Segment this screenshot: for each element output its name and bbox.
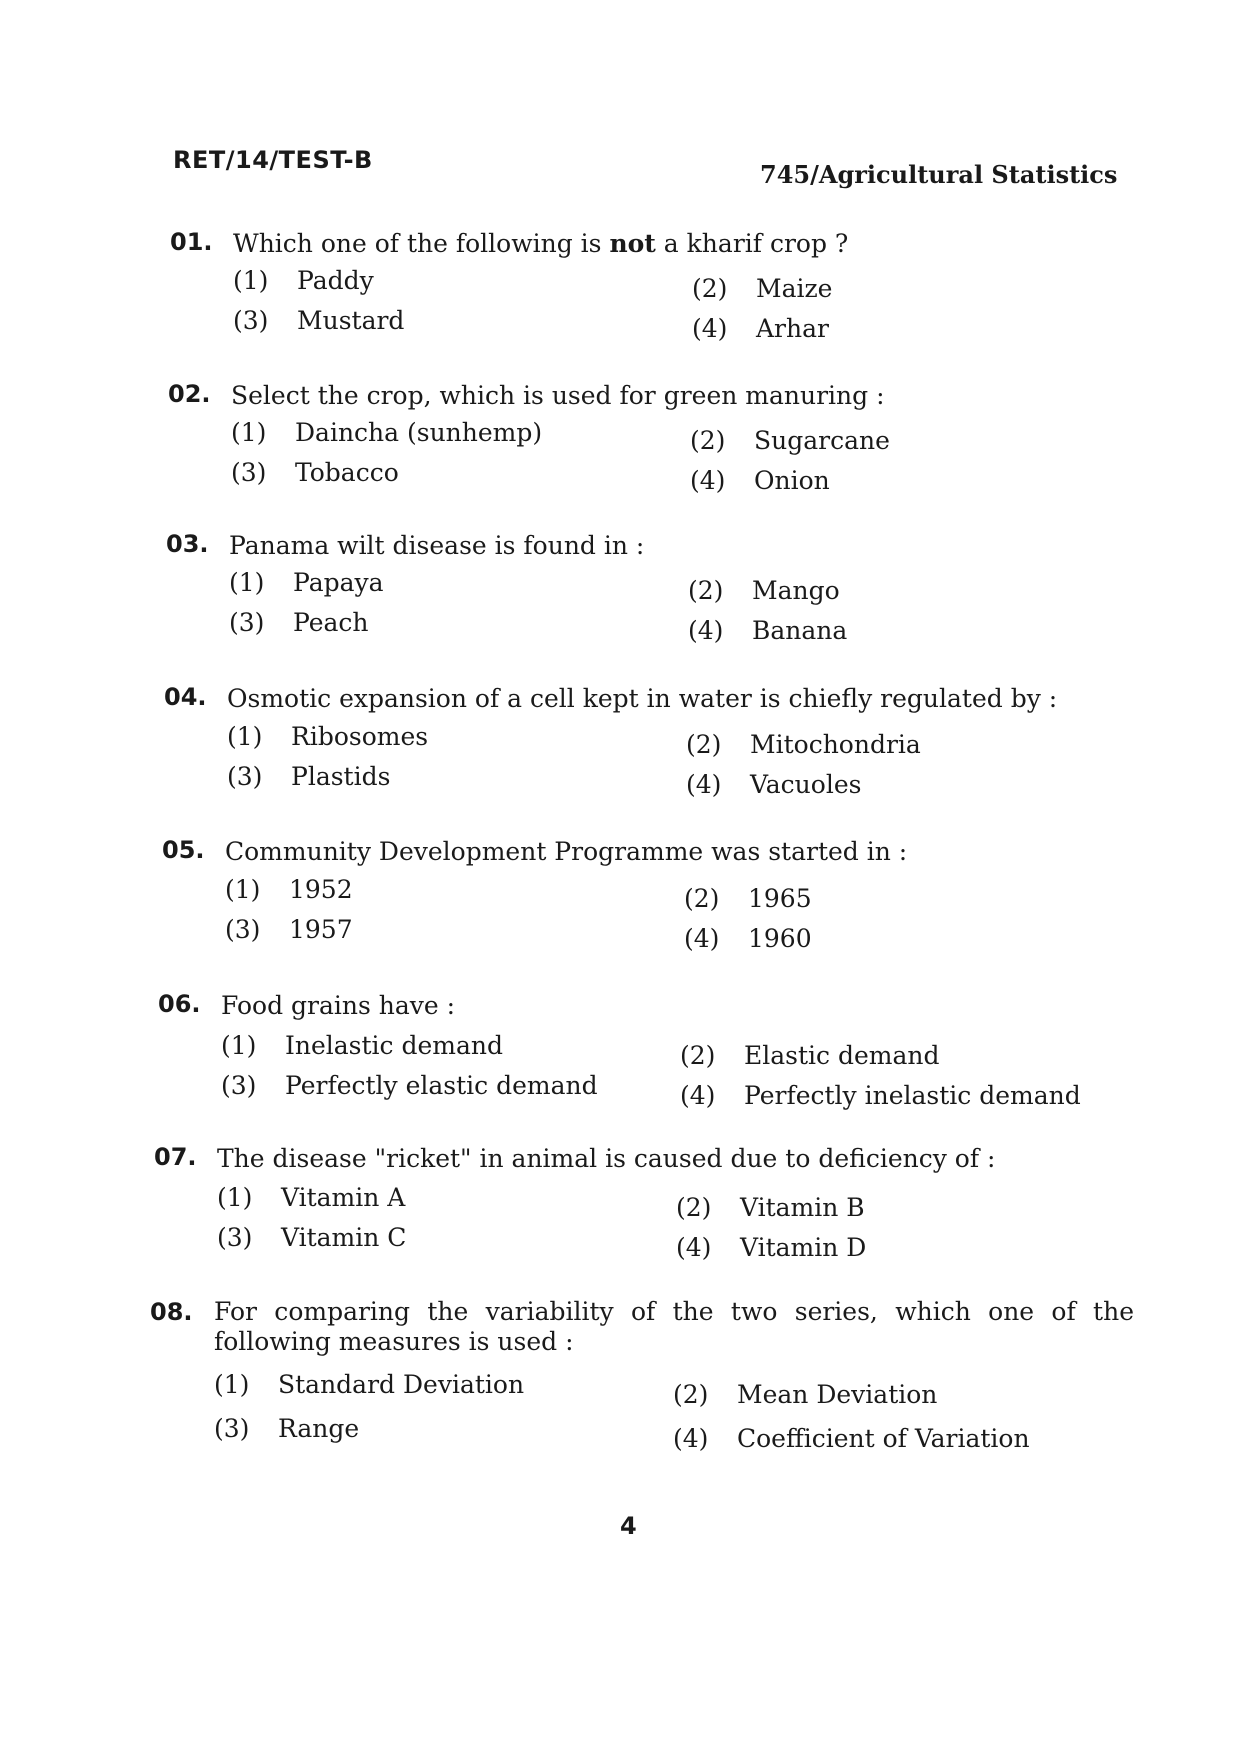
question-text: Which one of the following is not a kharif crop ? <box>233 229 849 258</box>
question-number: 02. <box>168 380 211 408</box>
question-number: 06. <box>158 990 201 1018</box>
option-4: (4) Perfectly inelastic demand <box>680 1081 1081 1110</box>
question-number: 01. <box>170 228 213 256</box>
option-3: (3) Range <box>214 1414 360 1443</box>
option-3: (3) Vitamin C <box>217 1223 407 1252</box>
option-4: (4) Onion <box>690 466 830 495</box>
option-3: (3) Tobacco <box>231 458 399 487</box>
option-3: (3) Perfectly elastic demand <box>221 1071 598 1100</box>
subject-title: 745/Agricultural Statistics <box>760 160 1118 189</box>
page-number: 4 <box>620 1512 637 1540</box>
option-3: (3) 1957 <box>225 915 353 944</box>
option-4: (4) Banana <box>688 616 848 645</box>
question-text: The disease "ricket" in animal is caused due to deficiency of : <box>217 1144 996 1173</box>
option-2: (2) Mean Deviation <box>673 1380 938 1409</box>
question-text: Osmotic expansion of a cell kept in water is chiefly regulated by : <box>227 684 1058 713</box>
option-4: (4) Vitamin D <box>676 1233 867 1262</box>
question-number: 03. <box>166 530 209 558</box>
option-3: (3) Peach <box>229 608 369 637</box>
option-4: (4) Vacuoles <box>686 770 862 799</box>
option-3: (3) Plastids <box>227 762 391 791</box>
question-text: Food grains have : <box>221 991 456 1020</box>
question-number: 07. <box>154 1143 197 1171</box>
emphasis-not: not <box>609 229 656 258</box>
option-2: (2) Maize <box>692 274 833 303</box>
paper-code: RET/14/TEST-B <box>173 146 373 174</box>
option-1: (1) Daincha (sunhemp) <box>231 418 543 447</box>
option-2: (2) Vitamin B <box>676 1193 865 1222</box>
option-2: (2) 1965 <box>684 884 812 913</box>
option-1: (1) Inelastic demand <box>221 1031 504 1060</box>
question-number: 04. <box>164 683 207 711</box>
question-text: Select the crop, which is used for green manuring : <box>231 381 885 410</box>
option-2: (2) Mango <box>688 576 840 605</box>
option-1: (1) Papaya <box>229 568 384 597</box>
option-2: (2) Mitochondria <box>686 730 921 759</box>
option-2: (2) Sugarcane <box>690 426 890 455</box>
option-4: (4) 1960 <box>684 924 812 953</box>
question-text: For comparing the variability of the two series, which one of the following measures is used : <box>214 1297 1134 1356</box>
option-2: (2) Elastic demand <box>680 1041 940 1070</box>
question-text: Panama wilt disease is found in : <box>229 531 645 560</box>
question-number: 08. <box>150 1298 193 1326</box>
option-4: (4) Arhar <box>692 314 829 343</box>
option-3: (3) Mustard <box>233 306 405 335</box>
question-number: 05. <box>162 836 205 864</box>
option-4: (4) Coefficient of Variation <box>673 1424 1030 1453</box>
option-1: (1) 1952 <box>225 875 353 904</box>
option-1: (1) Ribosomes <box>227 722 429 751</box>
option-1: (1) Paddy <box>233 266 374 295</box>
option-1: (1) Vitamin A <box>217 1183 406 1212</box>
question-text: Community Development Programme was started in : <box>225 837 908 866</box>
option-1: (1) Standard Deviation <box>214 1370 525 1399</box>
